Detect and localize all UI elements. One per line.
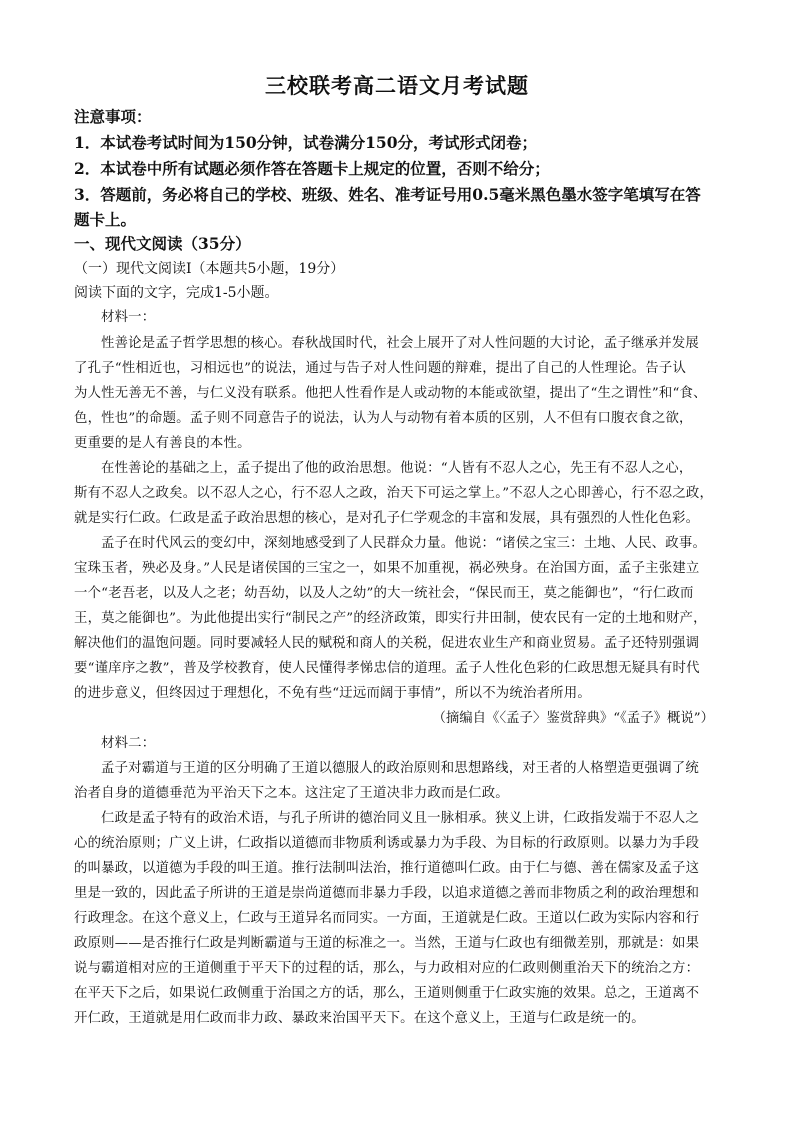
page-title: 三校联考高二语文月考试题 [265, 73, 529, 98]
material1-line: 孟子在时代风云的变幻中，深刻地感受到了人民群众力量。他说：“诸侯之宝三：土地、人民、政事。 [101, 536, 707, 551]
notice-heading: 注意事项： [74, 107, 152, 126]
material1-line: 宝珠玉者，殃必及身。”人民是诸侯国的三宝之一，如果不加重视，祸必殃身。在治国方面，孟子主张建立 [74, 561, 700, 576]
material1-line: 更重要的是人有善良的本性。 [74, 436, 251, 451]
material2-line: 治者自身的道德垂范为平治天下之本。这注定了王道决非力政而是仁政。 [74, 786, 509, 801]
material2-line: 行政理念。在这个意义上，仁政与王道异名而同实。一方面，王道就是仁政。王道以仁政为实际内容和行 [74, 911, 700, 926]
material2-line: 孟子对霸道与王道的区分明确了王道以德服人的政治原则和思想路线，对王者的人格塑造更强调了统 [101, 761, 699, 776]
material2-line: 的叫暴政，以道德为手段的叫王道。推行法制叫法治，推行道德叫仁政。由于仁与德、善在儒家及孟子这 [74, 861, 700, 876]
material2-line: 心的统治原则；广义上讲，仁政指以道德而非物质利诱或暴力为手段、为目标的行政原则。以暴力为手段 [74, 836, 700, 851]
material1-line: 解决他们的温饱问题。同时要减轻人民的赋税和商人的关税，促进农业生产和商业贸易。孟子还特别强调 [74, 636, 700, 651]
material1-line: 就是实行仁政。仁政是孟子政治思想的核心，是对孔子仁学观念的丰富和发展，具有强烈的人性化色彩。 [74, 511, 700, 526]
material1-line: 一个“老吾老，以及人之老；幼吾幼，以及人之幼”的大一统社会，“保民而王，莫之能御也”，“行仁政而 [74, 586, 694, 601]
material1-line: 的进步意义，但终因过于理想化，不免有些“迂远而阔于事情”，所以不为统治者所用。 [74, 686, 591, 701]
material2-line: 仁政是孟子特有的政治术语，与孔子所讲的德治同义且一脉相承。狭义上讲，仁政指发端于不忍人之 [101, 811, 699, 826]
material2-line: 说与霸道相对应的王道侧重于平天下的过程的话，那么，与力政相对应的仁政则侧重治天下的统治之方： [74, 961, 700, 976]
notice-item-2: 2．本试卷中所有试题必须作答在答题卡上规定的位置，否则不给分； [74, 159, 550, 178]
notice-item-3: 3．答题前，务必将自己的学校、班级、姓名、准考证号用0.5毫米黑色墨水签字笔填写在答 [74, 185, 701, 204]
notice-item-3-cont: 题卡上。 [74, 210, 137, 229]
material2-line: 政原则——是否推行仁政是判断霸道与王道的标准之一。当然，王道与仁政也有细微差别，那就是：如果 [74, 936, 700, 951]
material1-line: 王，莫之能御也”。为此他提出实行“制民之产”的经济政策，即实行井田制，使农民有一定的土地和财产， [74, 611, 707, 626]
material1-line: 色，性也”的命题。孟子则不同意告子的说法，认为人与动物有着本质的区别，人不但有口腹衣食之欲， [74, 411, 693, 426]
material1-label: 材料一： [101, 310, 156, 325]
section-heading: 一、现代文阅读（35分） [74, 234, 251, 253]
notice-item-1: 1．本试卷考试时间为150分钟，试卷满分150分，考试形式闭卷； [74, 133, 537, 152]
material1-line: 斯有不忍人之政矣。以不忍人之心，行不忍人之政，治天下可运之掌上。”不忍人之心即善心，行不忍之政， [74, 486, 714, 501]
material2-line: 里是一致的，因此孟子所讲的王道是崇尚道德而非暴力手段，以追求道德之善而非物质之利的政治理想和 [74, 886, 700, 901]
material1-source: （摘编自《〈孟子〉鉴赏辞典》“《孟子》概说”） [432, 711, 714, 726]
material2-label: 材料二： [101, 736, 156, 751]
material1-line: 了孔子“性相近也，习相远也”的说法，通过与告子对人性问题的辩难，提出了自己的人性理论。告子认 [74, 361, 687, 376]
material1-line: 性善论是孟子哲学思想的核心。春秋战国时代，社会上展开了对人性问题的大讨论，孟子继承并发展 [101, 336, 699, 351]
section-subheading: （一）现代文阅读Ⅰ（本题共5小题，19分） [74, 261, 345, 277]
reading-instruction: 阅读下面的文字，完成1-5小题。 [74, 285, 279, 301]
material1-line: 在性善论的基础之上，孟子提出了他的政治思想。他说：“人皆有不忍人之心，先王有不忍人之心， [101, 461, 693, 476]
material1-line: 为人性无善无不善，与仁义没有联系。他把人性看作是人或动物的本能或欲望，提出了“生之谓性”和“食、 [74, 386, 707, 401]
material2-line: 开仁政，王道就是用仁政而非力政、暴政来治国平天下。在这个意义上，王道与仁政是统一的。 [74, 1011, 645, 1026]
material1-line: 要“谨庠序之教”，普及学校教育，使人民懂得孝悌忠信的道理。孟子人性化色彩的仁政思想无疑具有时代 [74, 661, 700, 676]
material2-line: 在平天下之后，如果说仁政侧重于治国之方的话，那么，王道则侧重于仁政实施的效果。总之，王道离不 [74, 986, 700, 1001]
